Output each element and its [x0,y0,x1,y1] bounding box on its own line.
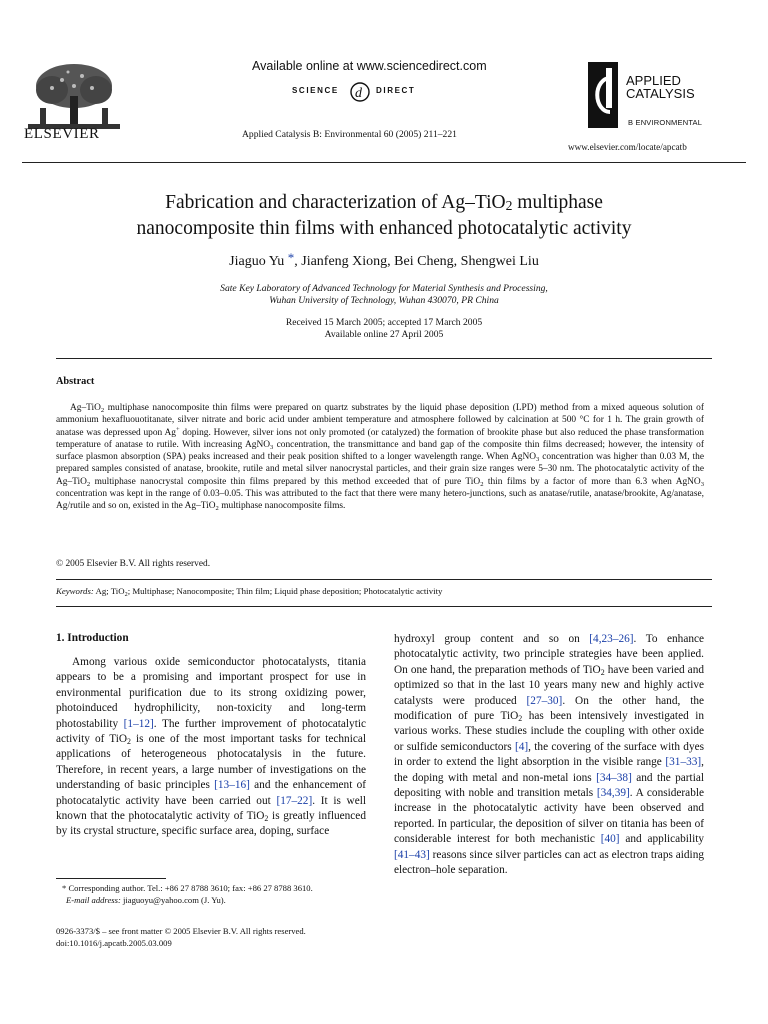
affiliation-line2: Wuhan University of Technology, Wuhan 430070, PR China [269,295,499,306]
abstract-copyright: © 2005 Elsevier B.V. All rights reserved. [56,559,211,569]
footnote-divider [56,878,166,879]
citation-link[interactable]: [27–30] [526,694,563,707]
corresponding-author-mark[interactable]: * [287,250,295,265]
footnote-contact: Corresponding author. Tel.: +86 27 8788 3610; fax: +86 27 8788 3610. [66,883,313,893]
keywords-divider [56,606,712,607]
title-text: Fabrication and characterization of Ag–TiO [165,192,506,213]
publisher-name: ELSEVIER [24,126,100,142]
citation-link[interactable]: [34–38] [596,771,632,784]
sciencedirect-logo [292,82,438,104]
doi-line[interactable]: doi:10.1016/j.apcatb.2005.03.009 [56,937,172,948]
title-divider [56,358,712,359]
keywords-text: Ag; TiO [93,586,125,596]
available-online-line[interactable]: Available online at www.sciencedirect.com [252,59,487,73]
citation-link[interactable]: [40] [600,833,620,846]
keywords: Keywords: Ag; TiO$_2$; Multiphase; Nanocomposite; Thin film; Liquid phase deposition; Photocatalytic activity [56,586,443,598]
right-column-text: hydroxyl group content and so on [4,23–26]. To enhance photocatalytic activity, two principle strategies have been applied. On one hand, the preparation methods of TiO$_2$ have been varied and optimized so that in the last 10 years many new and highly active catalysts were produced [27–30]. On the other hand, the modification of pure TiO$_2$ has been intensively investigated in various works. These studies include the coupling with other oxide or sulfide semiconductors [4], the covering of the surface with dyes in order to extend the light absorption in the visible range [31–33], the doping with metal and non-metal ions [34–38] and the partial depositing with noble and transition metals [34,39]. A considerable increase in the photocatalytic activity have been observed and reported. In particular, the deposition of silver on titania has been of considerable interest for both mechanistic [40] and applicability [41–43] reasons since silver particles can act as electron traps aiding electron–hole separation. [394,633,705,877]
title-line2: nanocomposite thin films with enhanced photocatalytic activity [136,218,632,239]
citation-link[interactable]: [17–22] [276,794,313,807]
affiliation [0,283,768,307]
title-text: multiphase [512,192,603,213]
citation-link[interactable]: [4] [514,740,529,753]
email-label: E-mail address: [66,894,121,905]
issn-copyright-line: 0926-3373/$ – see front matter © 2005 Elsevier B.V. All rights reserved. [56,926,306,936]
received-date: Received 15 March 2005; accepted 17 March 2005 [285,317,483,328]
keywords-label: Keywords: [56,586,94,596]
journal-subtitle: B ENVIRONMENTAL [628,118,703,127]
affiliation-line1: Sate Key Laboratory of Advanced Technology for Material Synthesis and Processing, [220,283,548,294]
journal-citation: Applied Catalysis B: Environmental 60 (2005) 211–221 [242,129,457,140]
header-divider [22,162,746,163]
keywords-text: ; Multiphase; Nanocomposite; Thin film; Liquid phase deposition; Photocatalytic activity [127,586,443,596]
citation-link[interactable]: [4,23–26] [589,633,634,645]
author-list [0,250,768,270]
page-footer [56,926,306,949]
citation-link[interactable]: [31–33] [665,756,702,769]
sciencedirect-direct-word: DIRECT [376,86,416,95]
footnote-mark: * [62,883,67,893]
section-heading-introduction: 1. Introduction [56,632,129,644]
journal-name-line1: APPLIED [626,73,681,88]
available-date: Available online 27 April 2005 [324,329,444,340]
article-dates [0,317,768,341]
sciencedirect-science-word: SCIENCE [292,86,339,95]
abstract-body: Ag–TiO$_2$ multiphase nanocomposite thin films were prepared on quartz substrates by the liquid phase deposition (LPD) method from a mixed aqueous solution of ammonium hexafluouotitanate, silver nitrate and boric acid under ambient temperature and atmosphere followed by calcination at 500 °C for 1 h. The grain growth of anatase was depressed upon Ag+ doping. However, silver ions not only promoted (or catalyzed) the formation of brookite phase but also reduced the phase transformation temperature of anatase to rutile. With increasing AgNO$_3$ concentration, the transmittance and band gap of the composite thin films decreased; however, the intensity of surface plasmon absorption (SPA) peaks increased and their peak position shifted to a longer wavelength range. When AgNO$_3$ concentration was higher than 0.03 M, the prepared samples consisted of anatase, brookite, rutile and metal silver nanocrystal particles, and their grain size ranges were 5–30 nm. The photocatalytic activity of the Ag–TiO$_2$ multiphase nanocrystal composite thin films prepared by this method exceeded that of pure TiO$_2$ thin films by a factor of more than 6.3 when AgNO$_3$ concentration was kept in the range of 0.03–0.05. This was attributed to the fact that there were many hetero-junctions, such as anatase/rutile, anatase/brookite, Ag/anatase, Ag/rutile and so on, existed in the Ag–TiO$_2$ multiphase nanocomposite films. [56,403,704,512]
author-names: , Jianfeng Xiong, Bei Cheng, Shengwei Liu [294,254,539,269]
journal-url-link[interactable]: www.elsevier.com/locate/apcatb [568,142,687,152]
citation-link[interactable]: [41–43] [394,848,430,861]
citation-link[interactable]: [34,39] [596,787,630,800]
author-name: Jiaguo Yu [229,254,285,269]
email-address[interactable]: jiaguoyu@yahoo.com (J. Yu). [120,894,226,905]
abstract-divider [56,579,712,580]
title-subscript: 2 [505,198,513,213]
article-title [0,190,768,242]
sciencedirect-d-icon [347,78,373,104]
journal-name [626,74,695,100]
journal-cover-logo [588,62,618,128]
svg-text:d: d [355,86,362,101]
abstract-heading: Abstract [56,376,95,387]
journal-name-line2: CATALYSIS [626,86,695,101]
citation-link[interactable]: [1–12] [123,717,154,730]
left-column-text: Among various oxide semiconductor photocatalysts, titania appears to be a promising and important prospect for use in environmental purification due to its strong oxidizing power, photoinduced hydrophilicity, non-toxicity and long-term photostability [1–12]. The further improvement of photocatalytic activity of TiO$_2$ is one of the most important tasks for technical applications of heterogeneous photocatalysis in the future. Therefore, in recent years, a large number of investigations on the understanding of basic principles [13–16] and the enhancement of photocatalytic activity have been carried out [17–22]. It is well known that the photocatalytic activity of TiO$_2$ is greatly influenced by its crystal structure, specific surface area, doping, surface [56,656,366,838]
citation-link[interactable]: [13–16] [214,779,250,792]
corresponding-author-footnote [56,883,376,906]
